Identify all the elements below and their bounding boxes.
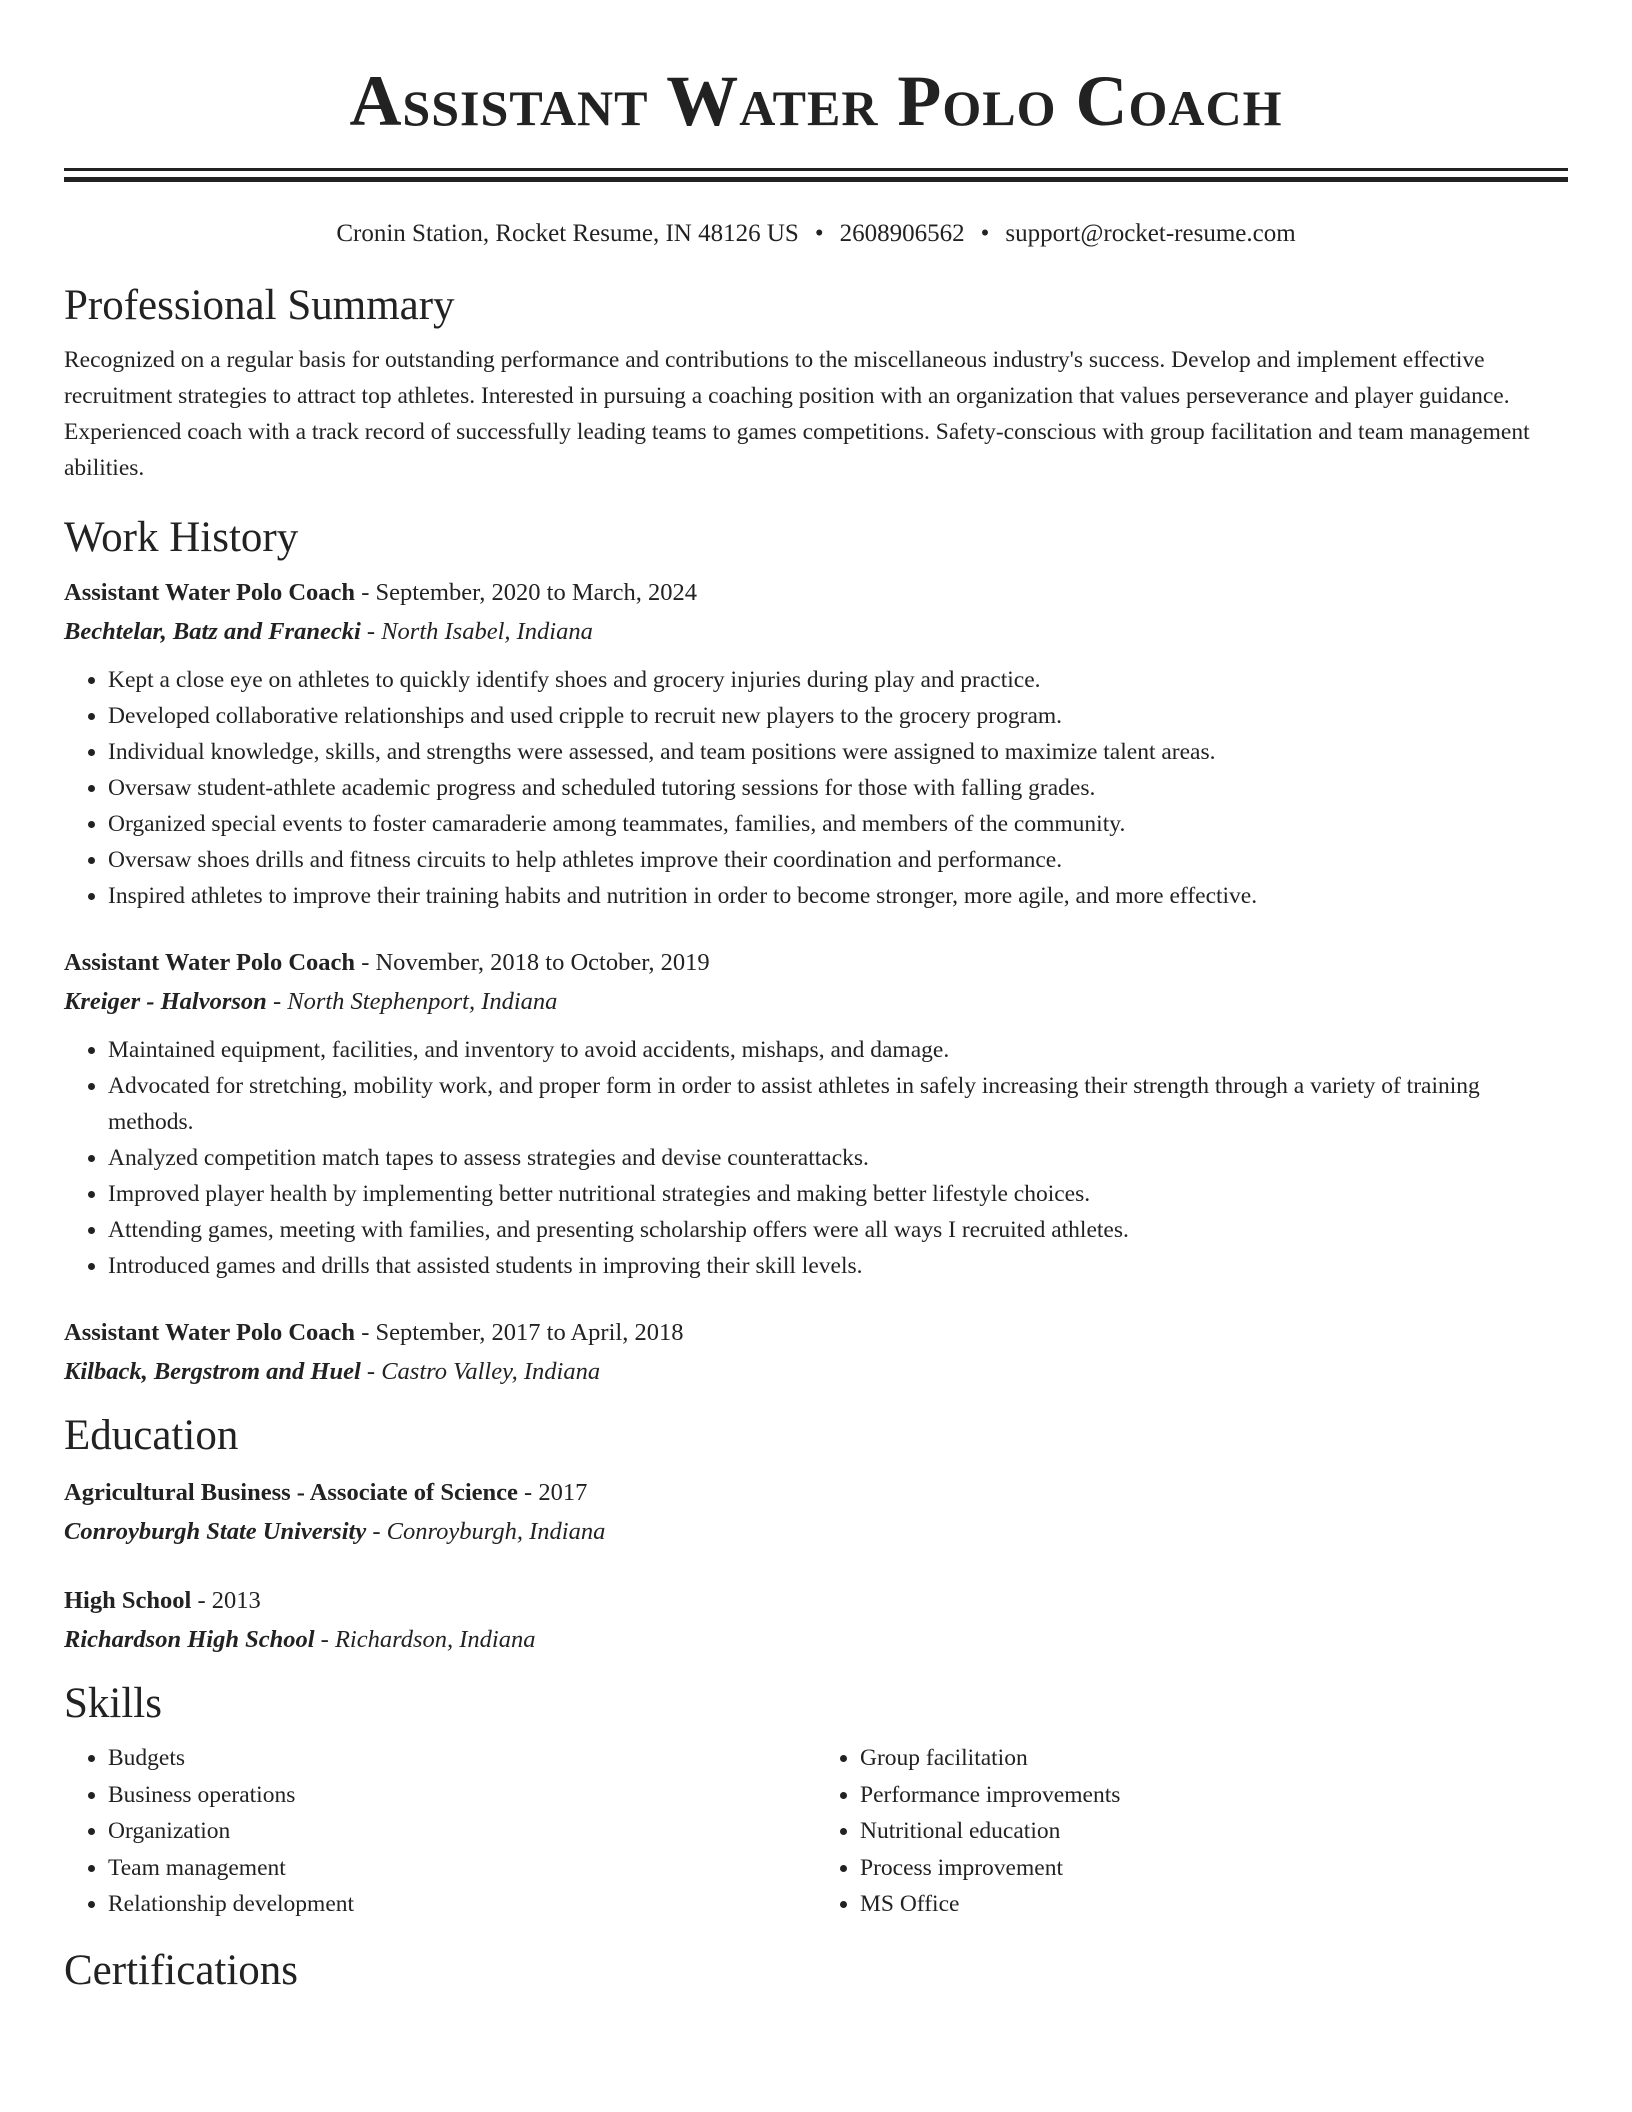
job-heading <box>64 1314 1568 1352</box>
skill-item: • Process improvement <box>860 1850 1568 1887</box>
skill-item: • Team management <box>108 1850 816 1887</box>
list-item: • Oversaw student-athlete academic progress and scheduled tutoring sessions for those with falling grades. <box>108 770 1568 806</box>
dash: - <box>360 1358 382 1385</box>
dash: - <box>355 579 376 606</box>
education-entry <box>64 1474 1568 1552</box>
job-duties-list <box>64 662 1568 914</box>
education-year: 2013 <box>211 1587 261 1614</box>
contact-separator: • <box>980 220 990 247</box>
job-heading <box>64 944 1568 982</box>
job-entry <box>64 1314 1568 1392</box>
job-employer <box>64 1352 1568 1392</box>
contact-phone: 2608906562 <box>839 220 965 247</box>
dash: - <box>314 1626 335 1653</box>
education-location: Conroyburgh, Indiana <box>386 1518 606 1545</box>
list-item: • Individual knowledge, skills, and strengths were assessed, and team positions were assigned to maximize talent areas. <box>108 734 1568 770</box>
dash: - <box>355 1319 376 1346</box>
skill-item: • Group facilitation <box>860 1740 1568 1777</box>
dash: - <box>355 949 376 976</box>
list-item: • Developed collaborative relationships and used cripple to recruit new players to the grocery program. <box>108 698 1568 734</box>
list-item: • Introduced games and drills that assisted students in improving their skill levels. <box>108 1248 1568 1284</box>
list-item: • Organized special events to foster camaraderie among teammates, families, and members of the community. <box>108 806 1568 842</box>
job-employer <box>64 612 1568 652</box>
skill-item: • Budgets <box>108 1740 816 1777</box>
list-item: • Maintained equipment, facilities, and inventory to avoid accidents, mishaps, and damage. <box>108 1032 1568 1068</box>
education-heading <box>64 1474 1568 1512</box>
section-heading-summary: Professional Summary <box>64 282 455 329</box>
list-item: • Inspired athletes to improve their training habits and nutrition in order to become stronger, more agile, and more effective. <box>108 878 1568 914</box>
job-dates: September, 2017 to April, 2018 <box>375 1319 684 1346</box>
list-item: • Oversaw shoes drills and fitness circuits to help athletes improve their coordination and performance. <box>108 842 1568 878</box>
job-employer <box>64 982 1568 1022</box>
skill-item: • Business operations <box>108 1777 816 1814</box>
job-title: Assistant Water Polo Coach <box>64 949 356 976</box>
dash: - <box>266 988 288 1015</box>
skills-columns <box>64 1730 1568 1923</box>
contact-address: Cronin Station, Rocket Resume, IN 48126 US <box>336 220 799 247</box>
list-item: • Improved player health by implementing better nutritional strategies and making better lifestyle choices. <box>108 1176 1568 1212</box>
education-school: Conroyburgh State University <box>64 1518 367 1545</box>
skill-item: • Performance improvements <box>860 1777 1568 1814</box>
skill-item: • MS Office <box>860 1886 1568 1923</box>
education-degree: Agricultural Business - Associate of Science <box>64 1479 518 1506</box>
section-heading-work-history: Work History <box>64 514 299 561</box>
dash: - <box>191 1587 212 1614</box>
education-year: 2017 <box>538 1479 588 1506</box>
summary-text: Recognized on a regular basis for outstanding performance and contributions to the miscellaneous industry's success. Develop and implement effective recruitment strategies to attract top athletes. Interested in pursuing a coaching position with an organization that values perseverance and player guidance. Experienced coach with a track record of successfully leading teams to games competitions. Safety-conscious with group facilitation and team management abilities. <box>64 347 1530 481</box>
education-heading <box>64 1582 1568 1620</box>
education-school-line <box>64 1620 1568 1660</box>
job-company: Kilback, Bergstrom and Huel <box>64 1358 361 1385</box>
job-title: Assistant Water Polo Coach <box>64 579 356 606</box>
job-duties-list <box>64 1032 1568 1284</box>
skill-item: • Relationship development <box>108 1886 816 1923</box>
skill-item: • Organization <box>108 1813 816 1850</box>
job-location: North Stephenport, Indiana <box>287 988 558 1015</box>
skills-list-left <box>64 1740 816 1923</box>
section-heading-certifications: Certifications <box>64 1946 299 1994</box>
title-rule-thick <box>64 177 1568 182</box>
job-company: Kreiger - Halvorson <box>64 988 267 1015</box>
title-rule-thin <box>64 168 1568 171</box>
contact-separator: • <box>814 220 824 247</box>
list-item: • Advocated for stretching, mobility work, and proper form in order to assist athletes in safely increasing their strength through a variety of training methods. <box>108 1068 1568 1140</box>
job-title: Assistant Water Polo Coach <box>64 1319 356 1346</box>
job-heading <box>64 574 1568 612</box>
education-school-line <box>64 1512 1568 1552</box>
list-item: • Analyzed competition match tapes to assess strategies and devise counterattacks. <box>108 1140 1568 1176</box>
resume-title: Assistant Water Polo Coach <box>349 61 1283 141</box>
list-item: • Kept a close eye on athletes to quickly identify shoes and grocery injuries during play and practice. <box>108 662 1568 698</box>
dash: - <box>360 618 382 645</box>
job-entry <box>64 944 1568 1284</box>
job-dates: September, 2020 to March, 2024 <box>375 579 698 606</box>
job-location: Castro Valley, Indiana <box>381 1358 601 1385</box>
job-entry <box>64 574 1568 914</box>
section-heading-education: Education <box>64 1412 239 1459</box>
skill-item: • Nutritional education <box>860 1813 1568 1850</box>
job-company: Bechtelar, Batz and Franecki <box>64 618 361 645</box>
contact-email[interactable]: support@rocket-resume.com <box>1005 220 1296 247</box>
dash: - <box>366 1518 387 1545</box>
job-location: North Isabel, Indiana <box>381 618 593 645</box>
section-heading-skills: Skills <box>64 1680 162 1727</box>
education-school: Richardson High School <box>64 1626 315 1653</box>
job-dates: November, 2018 to October, 2019 <box>375 949 710 976</box>
education-entry <box>64 1582 1568 1660</box>
dash: - <box>517 1479 539 1506</box>
skills-list-right <box>816 1740 1568 1923</box>
list-item: • Attending games, meeting with families, and presenting scholarship offers were all ways I recruited athletes. <box>108 1212 1568 1248</box>
education-degree: High School <box>64 1587 192 1614</box>
contact-line <box>64 218 1568 250</box>
education-location: Richardson, Indiana <box>334 1626 536 1653</box>
